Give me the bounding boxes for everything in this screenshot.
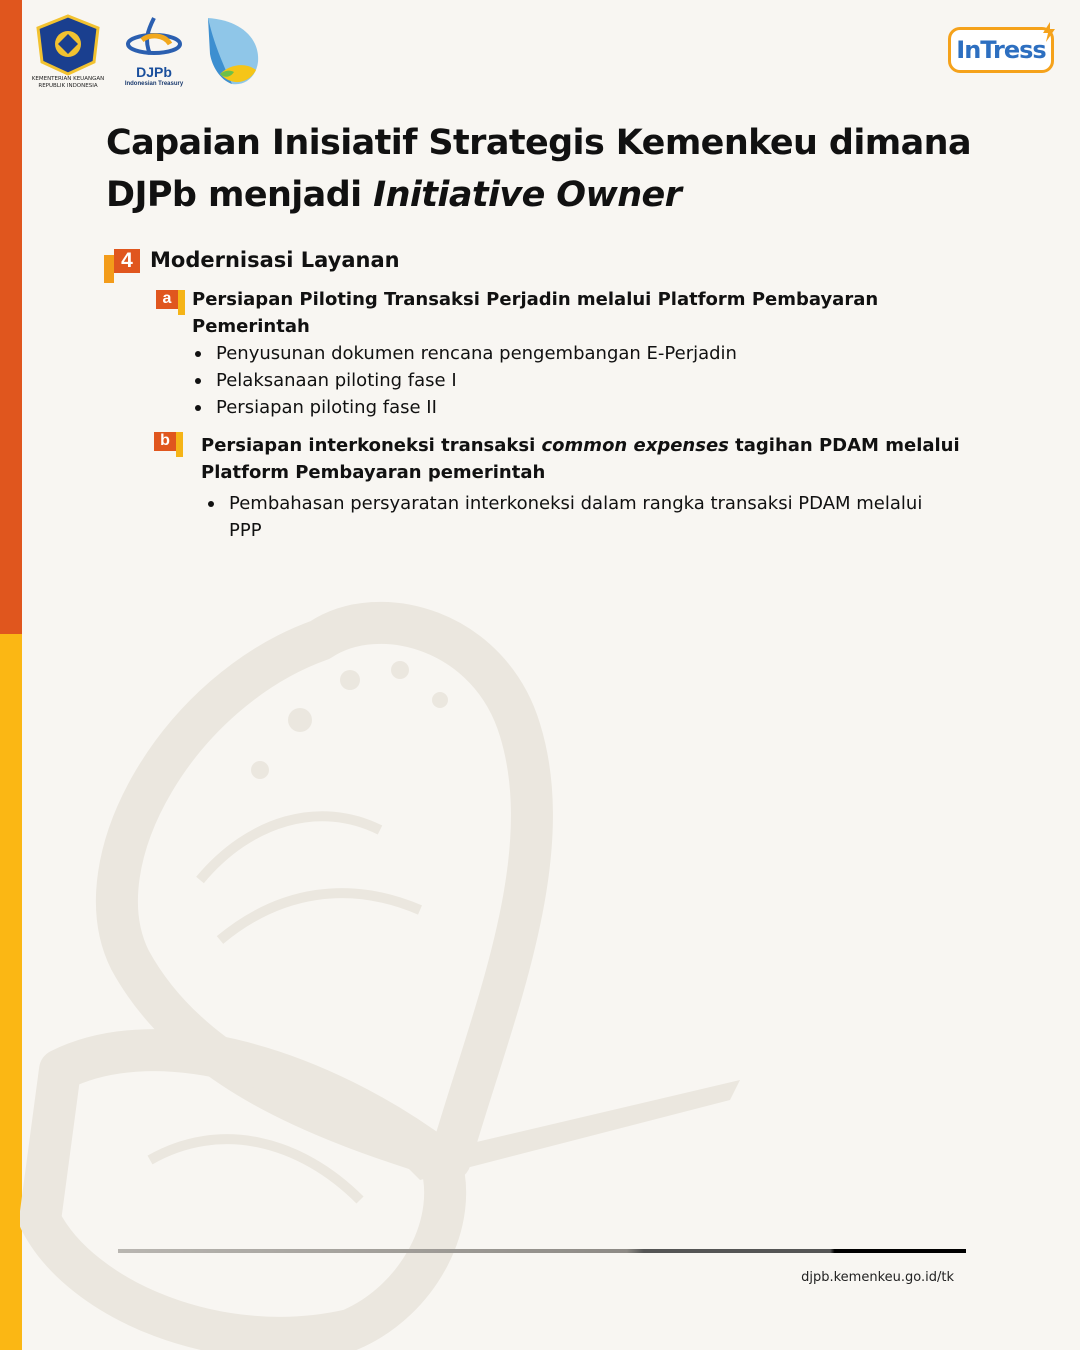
section-number: 4 [114, 249, 140, 273]
footer-url[interactable]: djpb.kemenkeu.go.id/tk [801, 1270, 954, 1285]
item-b-letter: b [154, 432, 176, 451]
kemenkeu-caption-line1: KEMENTERIAN KEUANGAN [31, 76, 105, 82]
item-a-bullets [192, 340, 952, 421]
djpb-name: DJPb [136, 64, 172, 80]
kemenkeu-caption-line2: REPUBLIK INDONESIA [38, 83, 98, 89]
leaf-logo-icon [200, 14, 264, 90]
item-a-title-line2: Pemerintah [192, 316, 310, 337]
page-title [106, 117, 1006, 221]
list-item: Pelaksanaan piloting fase I [192, 367, 952, 394]
list-item: Pembahasan persyaratan interkoneksi dalam rangka transaksi PDAM melalui PPP [205, 490, 925, 544]
djpb-subtitle: Indonesian Treasury [124, 81, 184, 87]
item-a-badge [156, 290, 186, 316]
item-b-title [201, 432, 981, 486]
item-a-letter: a [156, 290, 178, 309]
title-line2-italic: Initiative Owner [373, 175, 682, 215]
djpb-logo [120, 14, 192, 94]
side-accent-bar-orange [0, 0, 22, 634]
title-line1: Capaian Inisiatif Strategis Kemenkeu dimana [106, 123, 971, 163]
item-a-title [192, 286, 952, 340]
item-b-title-line2: Platform Pembayaran pemerintah [201, 462, 546, 483]
side-accent-bar-yellow [0, 634, 22, 1350]
kemenkeu-emblem-icon [28, 14, 108, 76]
item-a-title-line1: Persiapan Piloting Transaksi Perjadin melalui Platform Pembayaran [192, 289, 879, 310]
list-item: Penyusunan dokumen rencana pengembangan E-Perjadin [192, 340, 952, 367]
kemenkeu-logo [28, 14, 108, 94]
section-number-badge [104, 249, 140, 283]
title-line2-prefix: DJPb menjadi [106, 175, 374, 215]
item-b-title-part1: Persiapan interkoneksi transaksi [201, 435, 542, 456]
intress-logo [948, 27, 1054, 73]
section-title: Modernisasi Layanan [150, 248, 400, 272]
djpb-emblem-icon [120, 14, 188, 64]
butterfly-watermark-icon [20, 600, 740, 1350]
lightning-icon [1041, 22, 1057, 42]
item-b-title-part2: tagihan PDAM melalui [728, 435, 960, 456]
item-b-title-italic: common expenses [541, 435, 729, 456]
footer-divider [118, 1249, 966, 1253]
list-item: Persiapan piloting fase II [192, 394, 952, 421]
intress-logo-text: InTress [956, 36, 1046, 64]
item-b-badge [154, 432, 184, 458]
item-b-bullets [205, 490, 925, 544]
